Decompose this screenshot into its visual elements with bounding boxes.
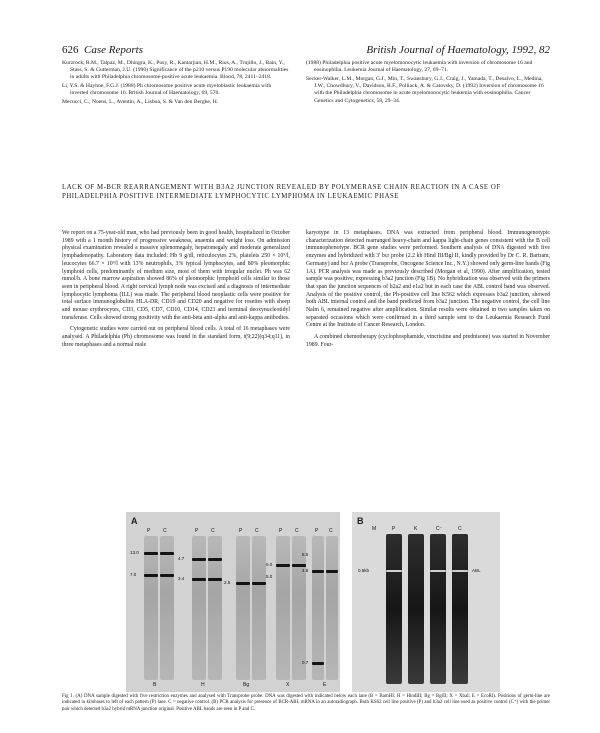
blot-lane bbox=[236, 536, 250, 680]
body-paragraph: Cytogenetic studies were carried out on peripheral blood cells. A total of 16 metaphases were analysed. A Philadelphia (Ph) chromosome was found in the standard form, t(9;22)(q34;q11), in three metaphases and a normal male bbox=[62, 326, 290, 348]
body-right-column bbox=[306, 230, 550, 354]
article-title: LACK OF M-BCR REARRANGEMENT WITH B3A2 JUNCTION REVEALED BY POLYMERASE CHAIN REACTION IN A CASE OF PHILADELPHIA POSITIVE INTERMEDIATE LYMPHOCYTIC LYMPHOMA IN LEUKAEMIC PHASE bbox=[62, 184, 501, 200]
pcr-band bbox=[430, 570, 446, 572]
journal-citation: British Journal of Haematology, 1992, 82 bbox=[366, 44, 550, 56]
enzyme-label: H bbox=[201, 682, 205, 688]
size-label: 8.5 bbox=[302, 552, 309, 557]
blot-band bbox=[160, 574, 174, 577]
lane-label: P bbox=[279, 528, 283, 534]
pcr-lane-label: K bbox=[414, 526, 418, 532]
size-label: 13.0 bbox=[130, 550, 139, 555]
blot-lane bbox=[144, 536, 158, 680]
blot-band bbox=[252, 582, 266, 585]
body-paragraph: A combined chemotherapy (cyclophosphamide, vincristine and prednisone) was started in November 1989. Four- bbox=[306, 334, 550, 348]
size-label: 0.7 bbox=[302, 660, 309, 665]
body-paragraph: karyotype in 13 metaphases. DNA was extracted from peripheral blood. Immunogenotypic characterization detected rearranged heavy-chain and kappa light-chain genes consistent with the B cell immunophenotype. BCR gene studies were performed. Southern analysis of DNA digested with five enzymes and hybridized with 3' bcr probe (2.2 kb Hind III/Bgl II, kindly provided by Dr C. R. Bartram, Germany) and bcr A probe (Transprobe, Oncogene Science Inc., N.Y.) showed only germ-line bands (Fig 1A). PCR analysis was made as previously described (Morgan et al, 1990). After amplification, tested sample was positive, expressing b3a2 junction (Fig 1B). No hybridization was observed with the primers that span the junction sequences of b2a2 and e1a2 but in each case the ABL control band was observed. Analysis of the positive control, the Ph-positive cell line K562 which expresses b3a2 junction, showed both ABL internal control and the band predicted from b3a2 junction. The negative control, the cell line Nalm 6, remained negative after amplification. Similar results were obtained in two samples taken on separated occasions which were confirmed in a third sample sent to the Leukaemia Research Fund Centre at the Institute of Cancer Research, London. bbox=[306, 230, 550, 329]
reference-entry: (1988) Philadelphia positive acute myelomonocytic leukaemia with inversion of chromosome 16 and eosinophilia. Leukemia Journal of Haematology, 27, 69–71. bbox=[306, 60, 533, 74]
reference-entry: Li, Y.S. & Hayhoe, F.G.J. (1988) Ph chromosome positive acute myeloblastic leukaemia with inverted chromosome 16. British Journal of Haematology, 69, 576. bbox=[62, 83, 272, 97]
size-label: 3.4 bbox=[178, 576, 185, 581]
body-paragraph: We report on a 75-year-old man, who had previously been in good health, hospitalized in October 1989 with a 1 month history of progressive weakness, anaemia and weight loss. On admission physical examination revealed a massive splenomegaly, hepatomegaly and moderate generalized lymphadenopathy. Laboratory data included: Hb 9 g/dl, reticulocytes 2%, platelets 250 × 10⁹/l, leucocytes 66.7 × 10⁹/l with 13% neutrophils, 3% typical lymphocytes, and 80% pleomorphic lymphoid cells, predominantly of medium size, most of them with irregular nuclei. Ph was 62 mmol/h. A bone marrow aspiration showed 86% of pleomorphic lymphoid cells similar to those seen in peripheral blood. A right cervical lymph node was excised and a diagnosis of intermediate lymphocytic lymphoma (ILL) was made. The peripheral blood neoplastic cells were positive for total surface immunoglobulins HLA-DR, CD19 and CD20 and negative for rosettes with sheep and mouse erythrocytes, CD3, CD5, CD7, CD10, CD14, CD23 and terminal deoxynucleotidyl transferase. Cells showed strong positivity with the anti-beta anti-alpha and anti-kappa antibodies. bbox=[62, 230, 290, 321]
pcr-lane bbox=[408, 534, 424, 684]
blot-band bbox=[160, 552, 174, 555]
blot-lane bbox=[276, 536, 290, 680]
blot-band bbox=[312, 570, 324, 573]
enzyme-label: X bbox=[286, 682, 290, 688]
lane-label: C bbox=[163, 528, 167, 534]
lane-label: P bbox=[239, 528, 243, 534]
pcr-lane bbox=[386, 534, 402, 684]
enzyme-label: Bg bbox=[243, 682, 250, 688]
lane-label: P bbox=[147, 528, 151, 534]
enzyme-label: E bbox=[323, 682, 327, 688]
blot-band bbox=[312, 662, 324, 665]
pcr-lane-label: P bbox=[392, 526, 396, 532]
body-left-column bbox=[62, 230, 290, 354]
abl-marker-label: ABL bbox=[472, 568, 481, 573]
blot-band bbox=[208, 558, 222, 561]
pcr-lane-label: C bbox=[458, 526, 462, 532]
reference-entry: Secker-Walker, L.M., Morgan, G.J., Min, T., Swansbury, G.J., Craig, J., Yamada, T., Desalvo, L., Medina, J.W., Chowdhury, V., Davidson, R.F., Polliack, A. & Catovsky, D. (1992) Inversion of chromosome 16 with the Philadelphia chromosome in acute myelomonocytic leukemia with eosinophilia. Cancer Genetics and Cytogenetics, 58, 29–34. bbox=[306, 75, 544, 104]
references-right-column bbox=[306, 60, 550, 106]
figure-caption: Fig 1. (A) DNA sample digested with five restriction enzymes and analysed with Transprobe probe. DNA was digested with indicated below each lane (B = BamHI; H = HindIII; Bg = BglII; X = XbaI; E = EcoRI). Positions of germ-line are indicated in kilobases to left of each pattern (P) lane. C = negative control. (B) PCR analysis for presence of BCR-ABL mRNA in an autoradiograph. Both KS62 cell line positive (P) and b3a2 cell line used as positive control (C⁺) with the primer pair which detected b3a2 hybrid mRNA junction original. Positive ABL bands are seen in P and C. bbox=[62, 694, 550, 712]
blot-band bbox=[326, 570, 338, 573]
pcr-band bbox=[386, 570, 402, 572]
southern-blot-panel bbox=[126, 512, 340, 692]
enzyme-label: B bbox=[153, 682, 157, 688]
pcr-lane bbox=[452, 534, 468, 684]
blot-lane bbox=[326, 536, 338, 680]
blot-band bbox=[292, 564, 306, 567]
size-label: 4.8 bbox=[302, 568, 309, 573]
section-name: Case Reports bbox=[84, 44, 143, 56]
blot-band bbox=[276, 564, 290, 567]
lane-label: C bbox=[295, 528, 299, 534]
blot-band bbox=[144, 574, 158, 577]
panel-b-label: B bbox=[357, 516, 364, 526]
pcr-band bbox=[452, 570, 468, 572]
blot-lane bbox=[160, 536, 174, 680]
size-label: 7.0 bbox=[130, 572, 137, 577]
pcr-autoradiograph-panel bbox=[352, 512, 500, 692]
running-header bbox=[62, 44, 550, 58]
blot-band bbox=[192, 578, 206, 581]
panel-a-label: A bbox=[131, 516, 138, 526]
size-label: 4.7 bbox=[178, 556, 185, 561]
blot-lane bbox=[312, 536, 324, 680]
pcr-lane-label: M bbox=[372, 526, 377, 532]
blot-band bbox=[208, 578, 222, 581]
lane-label: C bbox=[255, 528, 259, 534]
reference-entry: Mecucci, C., Noens, L., Aventin, A., Lisboa, S. & Van den Berghe, H. bbox=[62, 99, 219, 106]
size-label: 6.0 bbox=[266, 562, 273, 567]
lane-label: C bbox=[211, 528, 215, 534]
blot-band bbox=[144, 552, 158, 555]
lane-label: P bbox=[195, 528, 199, 534]
blot-band bbox=[192, 558, 206, 561]
lane-label: C bbox=[329, 528, 333, 534]
pcr-lane bbox=[430, 534, 446, 684]
blot-lane bbox=[292, 536, 309, 680]
page-number: 626 bbox=[62, 44, 79, 56]
size-label: 5.0 bbox=[266, 574, 273, 579]
blot-lane bbox=[252, 536, 266, 680]
pcr-size-label: 0.5kb bbox=[358, 568, 370, 573]
blot-band bbox=[236, 582, 250, 585]
size-label: 2.5 bbox=[224, 580, 231, 585]
references-left-column bbox=[62, 60, 290, 108]
lane-label: P bbox=[315, 528, 319, 534]
reference-entry: Kurzrock, R.M., Talpaz, M., Dhingra, K., Pusy, R., Kantarjian, H.M., Rios, A., Trujillo, J., Bain, Y., Stass, S. & Gutterman, J.U. (1990) Significance of the p210 versus P190 molecular abnormalities in adults with Philadelphia chromosome-positive acute leukaemia. Blood, 78, 2411–2418. bbox=[62, 60, 289, 81]
pcr-lane-label: C⁻ bbox=[436, 526, 443, 532]
figure-1 bbox=[126, 512, 500, 712]
